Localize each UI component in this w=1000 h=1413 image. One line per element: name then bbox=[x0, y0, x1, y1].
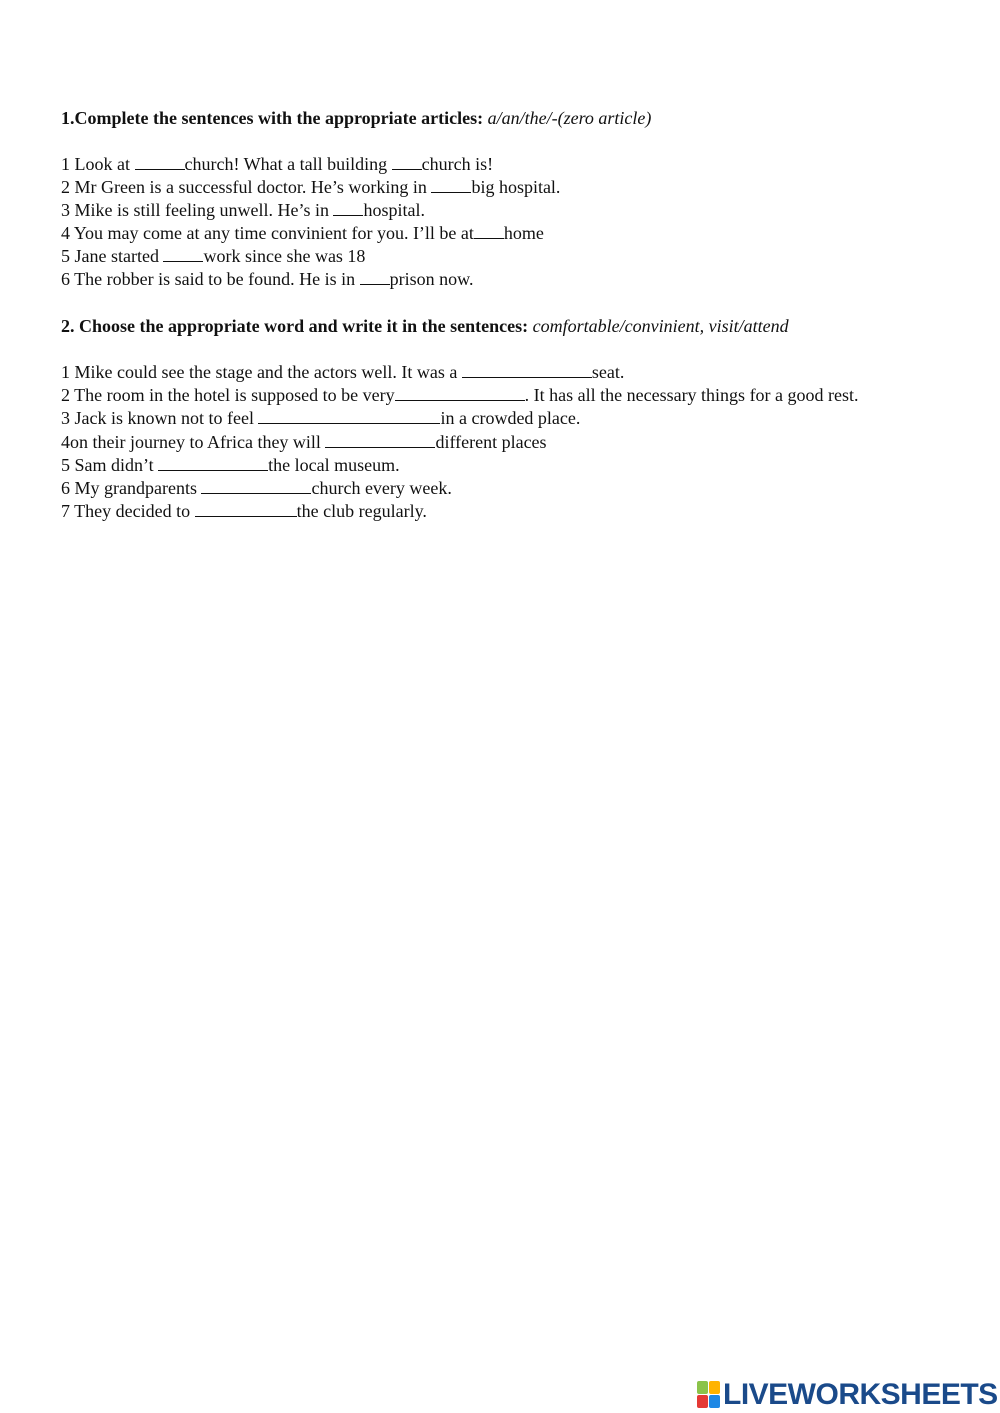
answer-blank[interactable] bbox=[163, 246, 203, 262]
item-text: church! What a tall building bbox=[184, 154, 392, 174]
item-text: church every week. bbox=[311, 478, 452, 498]
item-text: prison now. bbox=[389, 269, 474, 289]
section2-heading bbox=[61, 315, 789, 337]
section1-heading-text: 1.Complete the sentences with the appropriate articles: bbox=[61, 108, 484, 128]
section2-heading-options: comfortable/convinient, visit/attend bbox=[532, 316, 789, 336]
item-text: 4 You may come at any time convinient for you. I’ll be at bbox=[61, 223, 474, 243]
answer-blank[interactable] bbox=[333, 200, 363, 216]
item-text: 1 Mike could see the stage and the actors well. It was a bbox=[61, 362, 462, 382]
section2-item-3 bbox=[61, 407, 580, 429]
item-text: 6 My grandparents bbox=[61, 478, 202, 498]
answer-blank[interactable] bbox=[258, 408, 440, 424]
item-text: church is! bbox=[421, 154, 494, 174]
item-text: the local museum. bbox=[268, 455, 400, 475]
item-text: 7 They decided to bbox=[61, 501, 195, 521]
section2-item-5 bbox=[61, 454, 400, 476]
item-text: in a crowded place. bbox=[440, 408, 581, 428]
item-text: 2 Mr Green is a successful doctor. He’s working in bbox=[61, 177, 432, 197]
item-text: 5 Jane started bbox=[61, 246, 164, 266]
item-text: seat. bbox=[591, 362, 625, 382]
item-text: different places bbox=[435, 432, 547, 452]
item-text: 4on their journey to Africa they will bbox=[61, 432, 326, 452]
section1-item-5 bbox=[61, 245, 365, 267]
section1-item-1 bbox=[61, 153, 493, 175]
item-text: 6 The robber is said to be found. He is in bbox=[61, 269, 360, 289]
item-text: 3 Mike is still feeling unwell. He’s in bbox=[61, 200, 334, 220]
answer-blank[interactable] bbox=[462, 362, 592, 378]
item-text: work since she was 18 bbox=[203, 246, 366, 266]
section1-heading bbox=[61, 107, 651, 129]
section1-item-2 bbox=[61, 176, 560, 198]
answer-blank[interactable] bbox=[195, 501, 297, 517]
section2-item-1 bbox=[61, 361, 624, 383]
item-text: 1 Look at bbox=[61, 154, 135, 174]
section1-heading-options: a/an/the/-(zero article) bbox=[487, 108, 652, 128]
liveworksheets-logo-icon bbox=[697, 1381, 721, 1409]
section1-item-6 bbox=[61, 268, 473, 290]
item-text: 2 The room in the hotel is supposed to be very bbox=[61, 385, 395, 405]
item-text: 5 Sam didn’t bbox=[61, 455, 159, 475]
section2-item-7 bbox=[61, 500, 427, 522]
item-text: 3 Jack is known not to feel bbox=[61, 408, 259, 428]
logo-text: LIVEWORKSHEETS bbox=[723, 1378, 998, 1411]
answer-blank[interactable] bbox=[360, 269, 390, 285]
item-text: the club regularly. bbox=[296, 501, 427, 521]
section1-item-4 bbox=[61, 222, 544, 244]
answer-blank[interactable] bbox=[201, 478, 311, 494]
answer-blank[interactable] bbox=[474, 223, 504, 239]
item-text: home bbox=[503, 223, 544, 243]
answer-blank[interactable] bbox=[158, 455, 268, 471]
answer-blank[interactable] bbox=[431, 177, 471, 193]
answer-blank[interactable] bbox=[392, 154, 422, 170]
answer-blank[interactable] bbox=[135, 154, 185, 170]
section2-item-6 bbox=[61, 477, 452, 499]
section1-item-3 bbox=[61, 199, 425, 221]
liveworksheets-logo[interactable] bbox=[697, 1378, 998, 1412]
answer-blank[interactable] bbox=[325, 432, 435, 448]
answer-blank[interactable] bbox=[395, 385, 525, 401]
section2-item-4 bbox=[61, 431, 547, 453]
section2-item-2 bbox=[61, 384, 859, 406]
item-text: . It has all the necessary things for a good rest. bbox=[524, 385, 859, 405]
item-text: big hospital. bbox=[471, 177, 561, 197]
item-text: hospital. bbox=[363, 200, 425, 220]
section2-heading-text: 2. Choose the appropriate word and write it in the sentences: bbox=[61, 316, 529, 336]
